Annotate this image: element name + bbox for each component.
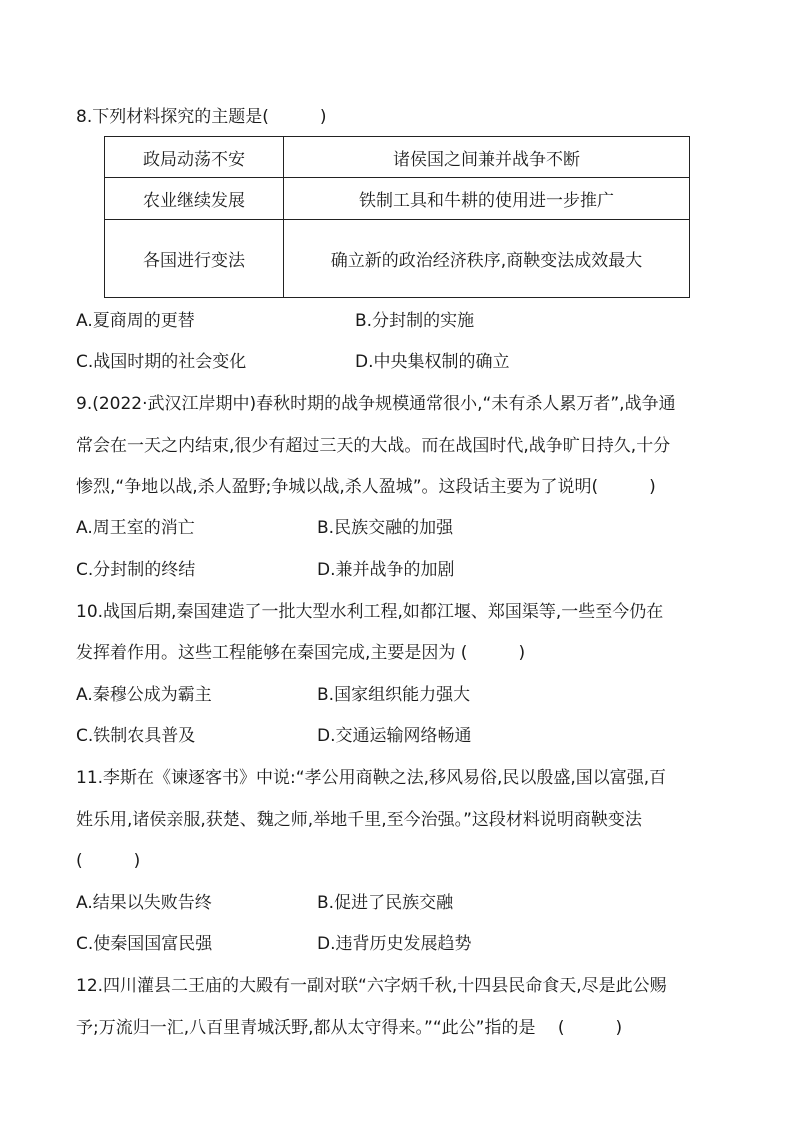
q10-option-c: C.铁制农具普及	[76, 726, 196, 746]
q11-option-d: D.违背历史发展趋势	[317, 934, 472, 954]
q11-option-b: B.促进了民族交融	[317, 893, 454, 913]
q8-option-c: C.战国时期的社会变化	[76, 352, 247, 372]
q10-option-d: D.交通运输网络畅通	[317, 726, 472, 746]
table-cell: 诸侯国之间兼并战争不断	[284, 137, 690, 178]
q9-option-d: D.兼并战争的加剧	[317, 560, 455, 580]
q9-option-c: C.分封制的终结	[76, 560, 196, 580]
q11-stem-line: 11.李斯在《谏逐客书》中说:“孝公用商鞅之法,移风易俗,民以殷盛,国以富强,百	[76, 768, 667, 788]
q9-option-a: A.周王室的消亡	[76, 518, 195, 538]
q11-stem-line: 姓乐用,诸侯亲服,获楚、魏之师,举地千里,至今治强。”这段材料说明商鞅变法	[76, 810, 642, 830]
q8-option-b: B.分封制的实施	[355, 311, 475, 331]
table-cell: 各国进行变法	[105, 220, 284, 298]
q8-option-d: D.中央集权制的确立	[355, 352, 510, 372]
table-row	[105, 137, 690, 178]
table-cell: 确立新的政治经济秩序,商鞅变法成效最大	[284, 220, 690, 298]
q11-stem-line: ( )	[76, 851, 141, 871]
q10-option-b: B.国家组织能力强大	[317, 685, 471, 705]
table-cell: 农业继续发展	[105, 178, 284, 220]
q11-option-a: A.结果以失败告终	[76, 893, 212, 913]
q12-stem-line: 12.四川灌县二王庙的大殿有一副对联“六字炳千秋,十四县民命食天,尽是此公赐	[76, 976, 667, 996]
table-row	[105, 178, 690, 220]
q10-stem-line: 10.战国后期,秦国建造了一批大型水利工程,如都江堰、郑国渠等,一些至今仍在	[76, 602, 664, 622]
table-row	[105, 220, 690, 298]
q12-stem-line: 予;万流归一汇,八百里青城沃野,都从太守得来。”“此公”指的是 ( )	[76, 1018, 623, 1038]
table-cell: 政局动荡不安	[105, 137, 284, 178]
q9-stem-line: 惨烈,“争地以战,杀人盈野;争城以战,杀人盈城”。这段话主要为了说明( )	[76, 477, 656, 497]
q8-material-table	[104, 136, 690, 298]
q8-option-a: A.夏商周的更替	[76, 311, 195, 331]
q9-option-b: B.民族交融的加强	[317, 518, 454, 538]
q10-option-a: A.秦穆公成为霸主	[76, 685, 212, 705]
table-cell: 铁制工具和牛耕的使用进一步推广	[284, 178, 690, 220]
q9-stem-line: 9.(2022·武汉江岸期中)春秋时期的战争规模通常很小,“未有杀人累万者”,战争通	[76, 394, 676, 414]
q9-stem-line: 常会在一天之内结束,很少有超过三天的大战。而在战国时代,战争旷日持久,十分	[76, 436, 671, 456]
q10-stem-line: 发挥着作用。这些工程能够在秦国完成,主要是因为 ( )	[76, 643, 526, 663]
q11-option-c: C.使秦国国富民强	[76, 934, 213, 954]
q8-stem: 8.下列材料探究的主题是( )	[76, 107, 327, 127]
